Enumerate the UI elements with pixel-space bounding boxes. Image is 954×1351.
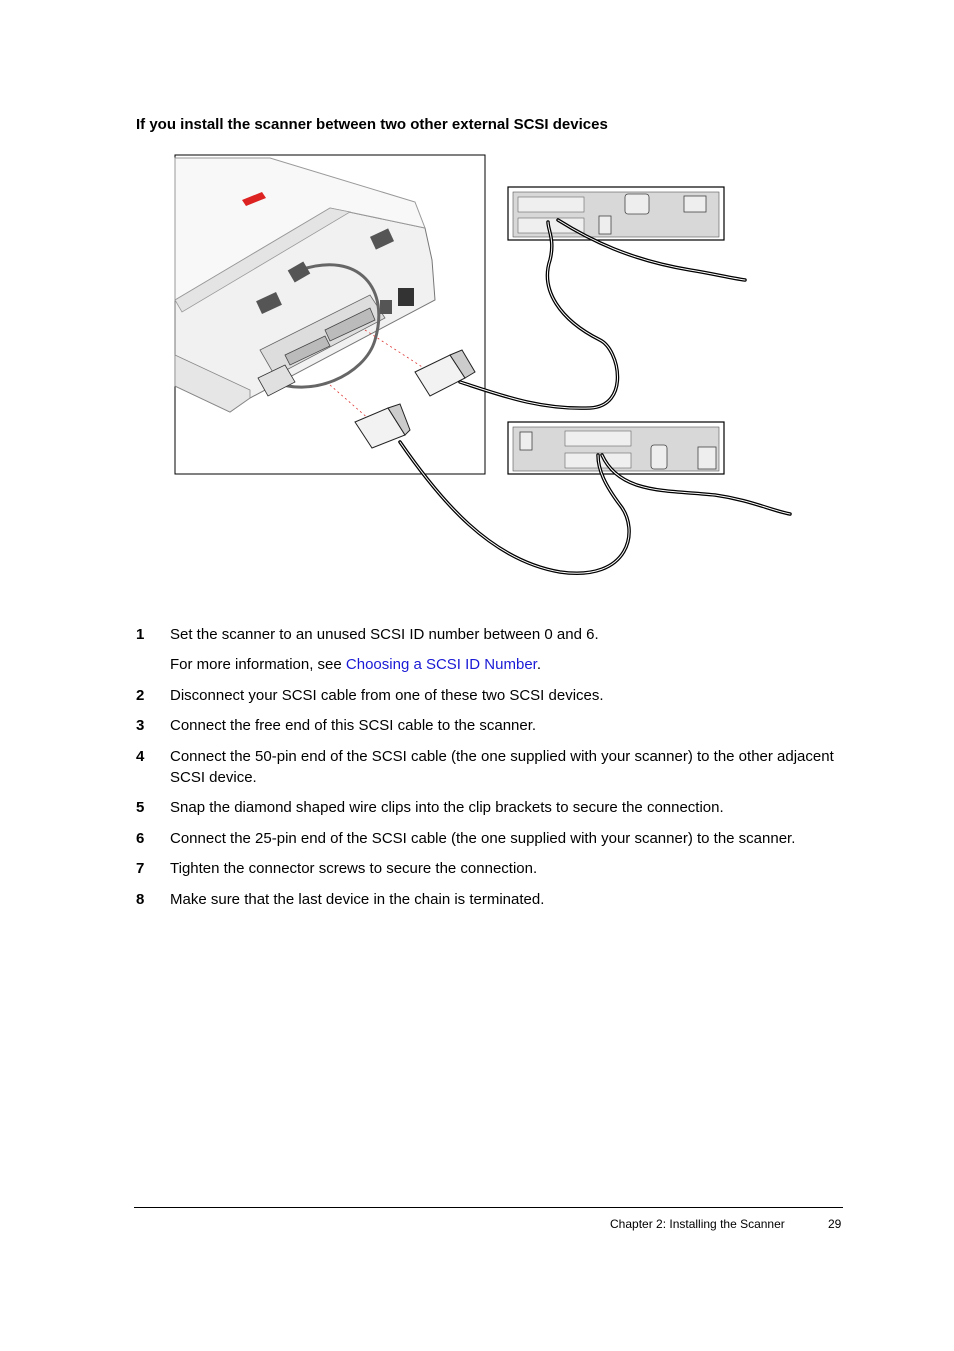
step-number: 5	[136, 799, 145, 816]
step-text: Set the scanner to an unused SCSI ID number between 0 and 6.	[170, 626, 599, 643]
step-6	[136, 828, 846, 849]
step-text: Snap the diamond shaped wire clips into the clip brackets to secure the connection.	[170, 799, 724, 816]
footer-chapter-title: Chapter 2: Installing the Scanner	[610, 1217, 785, 1231]
step-number: 2	[136, 686, 145, 704]
subnote-suffix: .	[536, 656, 541, 673]
subnote-prefix: For more information, see	[170, 656, 346, 673]
step-subnote	[170, 654, 846, 675]
scanner-connection-figure	[170, 150, 810, 590]
instruction-steps	[136, 624, 846, 919]
step-number: 7	[136, 860, 145, 877]
section-heading: If you install the scanner between two other external SCSI devices	[136, 116, 608, 133]
step-1	[136, 624, 846, 675]
step-text: Connect the 25-pin end of the SCSI cable (the one supplied with your scanner) to the scanner.	[170, 829, 796, 847]
step-number: 1	[136, 626, 145, 643]
choosing-scsi-id-link[interactable]: Choosing a SCSI ID Number	[345, 656, 537, 673]
step-4	[136, 746, 846, 788]
footer-page-number: 29	[828, 1217, 842, 1231]
step-number: 4	[136, 747, 145, 765]
step-8	[136, 889, 846, 910]
power-socket	[398, 288, 414, 306]
scsi-id-switch	[380, 300, 392, 314]
external-scsi-device-bottom	[508, 422, 724, 474]
step-2	[136, 685, 846, 706]
step-number: 3	[136, 717, 145, 734]
footer-divider	[134, 1207, 843, 1208]
step-number: 8	[136, 890, 145, 908]
step-5	[136, 797, 846, 818]
step-number: 6	[136, 829, 145, 847]
external-scsi-device-top	[508, 187, 724, 240]
step-text: Connect the 50-pin end of the SCSI cable (the one supplied with your scanner) to the other adjacent SCSI device.	[170, 747, 834, 786]
step-text: Disconnect your SCSI cable from one of these two SCSI devices.	[170, 686, 604, 704]
step-text: Tighten the connector screws to secure the connection.	[170, 860, 538, 877]
step-3	[136, 715, 846, 736]
step-text: Connect the free end of this SCSI cable to the scanner.	[170, 717, 537, 734]
scanner-scsi-connection-illustration	[170, 150, 810, 590]
step-7	[136, 858, 846, 879]
step-text: Make sure that the last device in the chain is terminated.	[170, 890, 545, 908]
